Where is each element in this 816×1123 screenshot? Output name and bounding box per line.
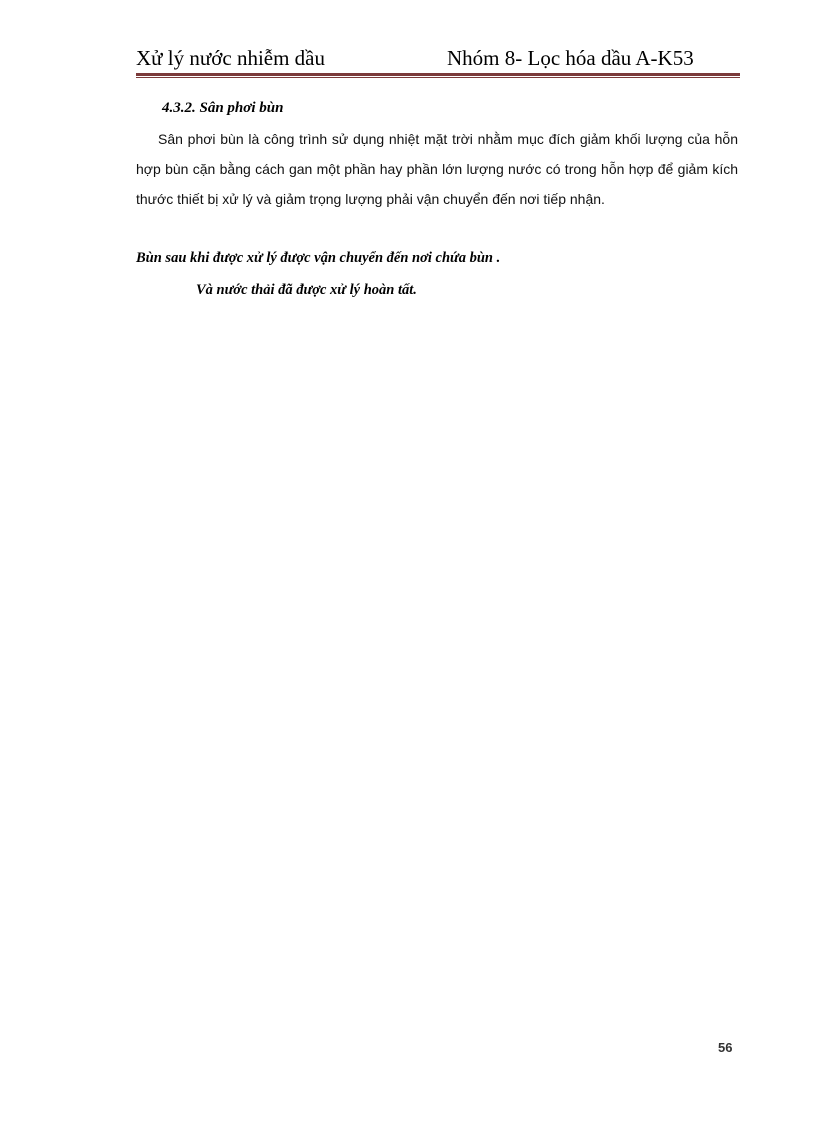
note-line-sludge: Bùn sau khi được xử lý được vận chuyển đến nơi chứa bùn . — [136, 250, 501, 266]
header-divider — [136, 73, 740, 78]
section-heading: 4.3.2. Sân phơi bùn — [162, 100, 284, 116]
header-group-title: Nhóm 8- Lọc hóa dầu A-K53 — [447, 46, 694, 70]
page-number: 56 — [718, 1040, 733, 1055]
note-line-water: Và nước thải đã được xử lý hoàn tất. — [196, 282, 417, 298]
page-header — [136, 46, 740, 76]
section-paragraph: Sân phơi bùn là công trình sử dụng nhiệt mặt trời nhằm mục đích giảm khối lượng của hỗn hợp bùn cặn bằng cách gan một phần hay phần lớn lượng nước có trong hỗn hợp để giảm kích thước thiết bị xử lý và giảm trọng lượng phải vận chuyển đến nơi tiếp nhận. — [136, 131, 738, 207]
header-document-title: Xử lý nước nhiễm dầu — [136, 46, 325, 70]
